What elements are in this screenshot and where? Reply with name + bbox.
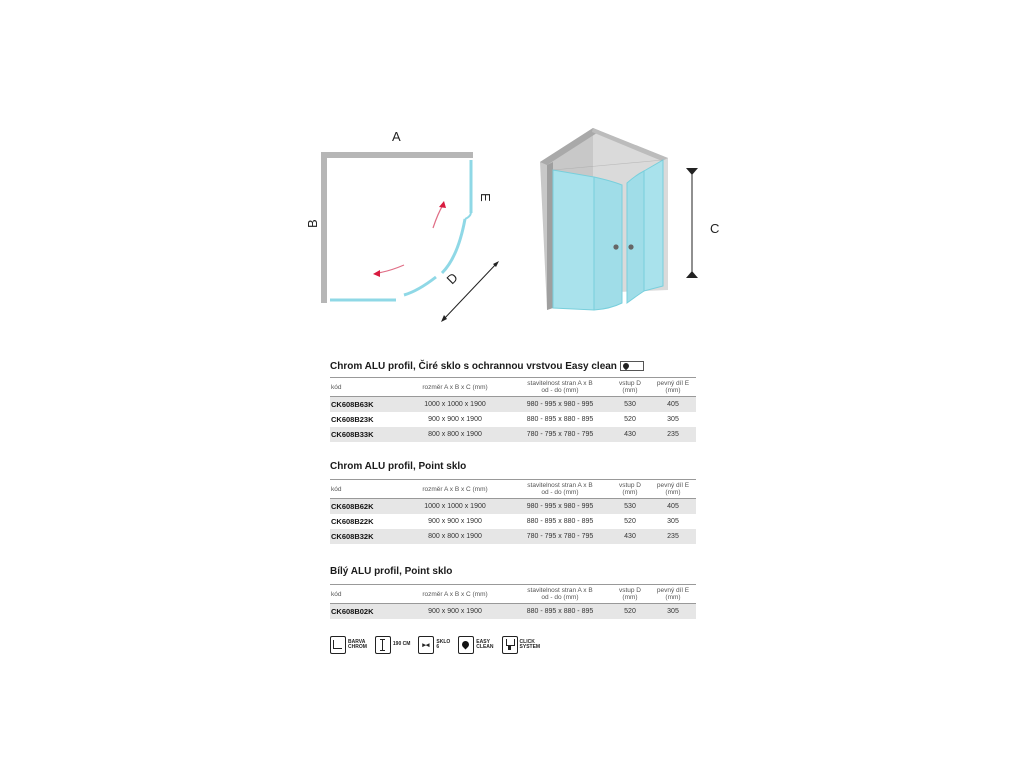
header-entry-d: vstup D (mm)	[610, 480, 650, 499]
table-header	[330, 378, 696, 397]
fixed-panel-left	[553, 170, 594, 310]
feature-height: 190 CM	[375, 636, 411, 654]
table-row: CK608B62K 1000 x 1000 x 1900 980 - 995 x 980 - 995 530 405	[330, 499, 696, 515]
header-adjustability: stavitelnost stran A x B od - do (mm)	[510, 585, 610, 604]
table-row: CK608B02K 900 x 900 x 1900 880 - 895 x 880 - 895 520 305	[330, 604, 696, 620]
table-header	[330, 480, 696, 499]
click-system-icon	[502, 636, 518, 654]
header-code: kód	[330, 378, 400, 397]
header-dimensions: rozměr A x B x C (mm)	[400, 378, 510, 397]
header-code: kód	[330, 480, 400, 499]
table-title-chrom-point: Chrom ALU profil, Point sklo	[330, 461, 467, 472]
easy-clean-badge-icon	[620, 361, 644, 371]
door-handle-left	[613, 244, 618, 249]
header-fixed-e: pevný díl E (mm)	[650, 378, 696, 397]
table-header	[330, 585, 696, 604]
wall-top	[321, 152, 473, 158]
spec-table-white-point	[330, 584, 696, 619]
feature-profile-color: BARVA CHROM	[330, 636, 367, 654]
product-diagrams	[300, 115, 730, 330]
fixed-panel-right	[644, 160, 663, 291]
header-fixed-e: pevný díl E (mm)	[650, 585, 696, 604]
header-fixed-e: pevný díl E (mm)	[650, 480, 696, 499]
glass-thickness-icon: ▸◂	[418, 636, 434, 654]
header-entry-d: vstup D (mm)	[610, 585, 650, 604]
header-adjustability: stavitelnost stran A x B od - do (mm)	[510, 378, 610, 397]
feature-glass-thickness: ▸◂ SKLO 6	[418, 636, 450, 654]
feature-click-system: CLICK SYSTEM	[502, 636, 541, 654]
wall-left	[321, 152, 327, 303]
table-row: CK608B33K 800 x 800 x 1900 780 - 795 x 780 - 795 430 235	[330, 427, 696, 442]
label-d: D	[443, 269, 461, 288]
table-title-white-point: Bílý ALU profil, Point sklo	[330, 566, 453, 577]
feature-icons	[330, 634, 540, 656]
profile-color-icon	[330, 636, 346, 654]
open-arrow-up	[433, 205, 443, 228]
table-row: CK608B63K 1000 x 1000 x 1900 980 - 995 x 980 - 995 530 405	[330, 397, 696, 413]
label-a: A	[392, 129, 401, 144]
header-dimensions: rozměr A x B x C (mm)	[400, 480, 510, 499]
table-row: CK608B23K 900 x 900 x 1900 880 - 895 x 880 - 895 520 305	[331, 415, 679, 424]
table-title-chrom-easy-clean: Chrom ALU profil, Čiré sklo s ochrannou vrstvou Easy clean	[330, 361, 644, 372]
header-dimensions: rozměr A x B x C (mm)	[400, 585, 510, 604]
feature-easy-clean: EASY CLEAN	[458, 636, 493, 654]
curved-door-outer	[442, 219, 465, 273]
curved-door-left	[594, 177, 622, 310]
curved-door-inner	[404, 277, 436, 295]
curved-door-right	[627, 171, 644, 303]
header-adjustability: stavitelnost stran A x B od - do (mm)	[510, 480, 610, 499]
label-c: C	[710, 221, 720, 236]
height-icon	[375, 636, 391, 654]
easy-clean-icon	[458, 636, 474, 654]
spec-table-chrom-easy-clean	[330, 377, 696, 442]
label-b: B	[305, 219, 320, 228]
table-row: CK608B32K 800 x 800 x 1900 780 - 795 x 780 - 795 430 235	[330, 529, 696, 544]
table-row: CK608B22K 900 x 900 x 1900 880 - 895 x 880 - 895 520 305	[331, 517, 679, 526]
open-arrow-left	[378, 265, 404, 273]
door-handle-right	[628, 244, 633, 249]
enclosure-3d-diagram	[540, 128, 719, 310]
spec-table-chrom-point	[330, 479, 696, 544]
header-code: kód	[330, 585, 400, 604]
header-entry-d: vstup D (mm)	[610, 378, 650, 397]
label-e: E	[478, 193, 493, 202]
floor-plan-diagram	[305, 129, 499, 322]
